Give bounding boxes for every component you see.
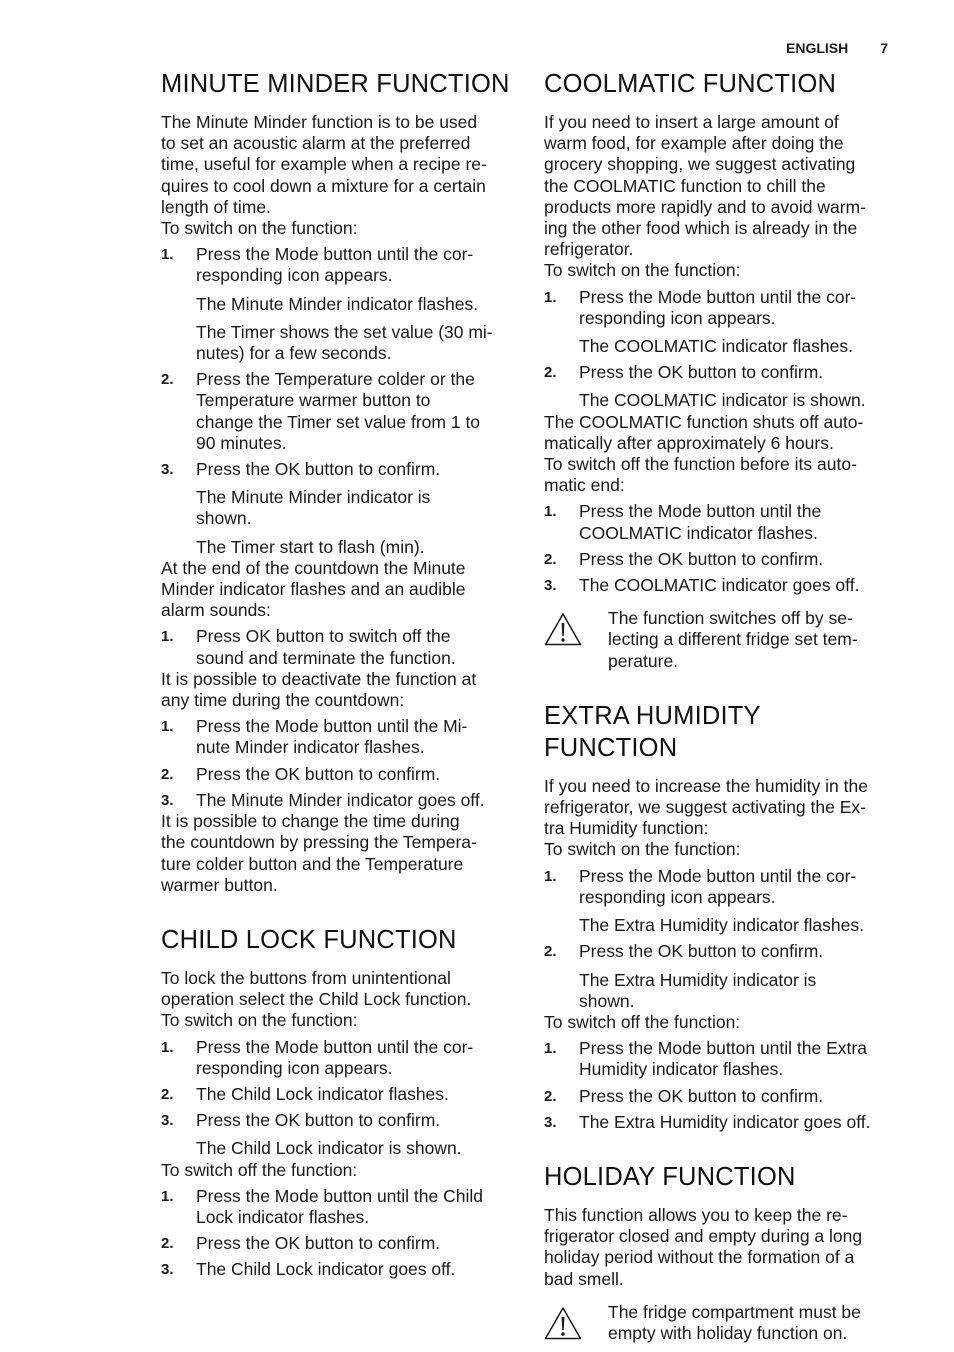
text-line: any time during the countdown: [161,690,405,711]
step-text [579,941,896,962]
text-line: shown. [196,508,252,529]
text-line: Press the Mode button until the Extra [579,1038,867,1059]
step-text [196,369,516,454]
text-line: If you need to increase the humidity in the [544,775,868,796]
text-line: Press the OK button to confirm. [579,548,824,569]
text-line: Temperature warmer button to [196,390,431,411]
step-item [544,501,896,543]
text-line: empty with holiday function on. [608,1322,848,1343]
paragraph [544,412,896,497]
text-line: To switch off the function: [544,1011,741,1032]
section-holiday-function [544,1161,896,1345]
step-item [161,369,516,454]
step-item [161,1259,516,1280]
step-item [161,1084,516,1105]
step-item [161,244,516,286]
text-line: matically after approximately 6 hours. [544,432,834,453]
text-line: grocery shopping, we suggest activating [544,154,856,175]
step-number: 3. [161,791,174,809]
step-number: 2. [544,364,557,382]
text-line: quires to cool down a mixture for a certain [161,175,486,196]
paragraph [161,968,516,1032]
step-text [579,1086,896,1107]
step-item [161,1233,516,1254]
paragraph [161,811,516,896]
step-result [161,322,516,364]
text-line: The Minute Minder indicator flashes. [196,293,479,314]
text-line: The Minute Minder function is to be used [161,112,478,132]
text-line: responding icon appears. [196,265,393,286]
text-line: lecting a different fridge set tem- [608,629,858,650]
text-line: nutes) for a few seconds. [196,343,392,364]
step-text [579,866,896,908]
step-item [544,362,896,383]
step-number: 3. [544,577,557,595]
text-line: responding icon appears. [579,307,776,328]
text-line: Minder indicator flashes and an audible [161,579,466,600]
step-number: 2. [544,550,557,568]
text-line: Press the Mode button until the cor- [196,1036,474,1057]
section-heading: EXTRA HUMIDITY FUNCTION [544,701,761,762]
step-text [579,362,896,383]
text-line: To switch on the function: [161,1010,358,1031]
warning-note [544,1302,896,1345]
text-line: To switch on the function: [161,218,358,239]
step-item [161,790,516,811]
step-number: 1. [544,503,557,521]
step-number: 1. [544,288,557,306]
text-line: bad smell. [544,1268,624,1289]
step-number: 2. [161,371,174,389]
text-line: shown. [579,990,635,1011]
text-line: change the Timer set value from 1 to [196,411,481,432]
text-line: the COOLMATIC function to chill the [544,175,826,196]
section-heading: CHILD LOCK FUNCTION [161,925,457,954]
text-line: alarm sounds: [161,600,271,621]
step-number: 2. [544,943,557,961]
step-result [161,537,516,558]
text-line: The fridge compartment must be [608,1301,861,1322]
text-line: warm food, for example after doing the [544,133,844,154]
text-line: Press the OK button to confirm. [196,763,441,784]
step-text [196,1110,516,1131]
step-item [161,1110,516,1131]
warning-triangle-icon [544,608,608,672]
text-line: to set an acoustic alarm at the preferred [161,133,471,154]
text-line: The Extra Humidity indicator is [579,969,817,990]
step-number: 2. [161,1085,174,1103]
section-heading: HOLIDAY FUNCTION [544,1162,796,1191]
step-result [161,487,516,529]
step-number: 1. [544,867,557,885]
section-coolmatic-function [544,68,896,672]
step-text [579,549,896,570]
section-heading: MINUTE MINDER FUNCTION [161,70,510,98]
paragraph [161,669,516,711]
text-line: products more rapidly and to avoid warm- [544,196,866,217]
step-number: 1. [161,246,174,264]
text-line: warmer button. [161,874,278,895]
text-line: Press the Mode button until the cor- [579,286,857,307]
step-item [544,1112,896,1133]
step-text [196,626,516,668]
step-text [579,1112,896,1133]
step-number: 3. [161,1261,174,1279]
step-item [161,1037,516,1079]
text-line: It is possible to deactivate the function at [161,668,477,689]
step-number: 3. [161,461,174,479]
paragraph [544,1012,896,1033]
text-line: matic end: [544,475,625,496]
text-line: The Child Lock indicator flashes. [196,1083,449,1104]
text-line: The COOLMATIC indicator flashes. [579,336,853,357]
text-line: It is possible to change the time during [161,811,460,832]
step-result [544,915,896,936]
step-item [161,716,516,758]
paragraph [544,112,896,282]
text-line: The Child Lock indicator goes off. [196,1259,456,1280]
section-heading: COOLMATIC FUNCTION [544,70,837,98]
language-label: ENGLISH [786,40,849,56]
step-item [544,287,896,329]
text-line: To switch off the function: [161,1159,358,1180]
step-text [196,1233,516,1254]
step-item [161,626,516,668]
step-number: 2. [161,765,174,783]
text-line: tra Humidity function: [544,818,709,839]
step-number: 1. [161,718,174,736]
text-line: refrigerator. [544,239,634,260]
text-line: frigerator closed and empty during a long [544,1226,863,1247]
text-line: Press the Mode button until the cor- [579,865,857,886]
step-item [544,941,896,962]
step-result [544,336,896,357]
step-text [579,287,896,329]
warning-note [544,608,896,672]
paragraph [161,558,516,622]
text-line: The Minute Minder indicator is [196,487,431,508]
page-header [786,40,888,56]
section-extra-humidity-function [544,700,896,1133]
text-line: the countdown by pressing the Tempera- [161,832,477,853]
step-text [196,1084,516,1105]
step-item [161,764,516,785]
warning-text [608,608,858,672]
step-text [196,790,516,811]
text-line: ing the other food which is already in the [544,218,858,239]
text-line: Press the OK button to confirm. [196,459,441,480]
right-column [544,68,896,1345]
text-line: Press the Temperature colder or the [196,369,475,390]
left-column [161,68,516,1281]
text-line: This function allows you to keep the re- [544,1204,848,1225]
paragraph [544,1205,896,1290]
paragraph [544,776,896,861]
text-line: The Extra Humidity indicator flashes. [579,915,864,936]
text-line: To switch on the function: [544,839,741,860]
text-line: The Extra Humidity indicator goes off. [579,1111,871,1132]
paragraph [161,112,516,239]
step-number: 3. [161,1112,174,1130]
text-line: Press the OK button to confirm. [196,1233,441,1254]
step-item [544,575,896,596]
text-line: Press the Mode button until the cor- [196,244,474,265]
text-line: The Timer start to flash (min). [196,536,425,557]
warning-text [608,1302,861,1345]
text-line: responding icon appears. [579,886,776,907]
warning-triangle-icon [544,1302,608,1345]
step-text [196,459,516,480]
step-result [161,294,516,315]
step-result [544,390,896,411]
text-line: nute Minder indicator flashes. [196,737,425,758]
text-line: At the end of the countdown the Minute [161,557,466,578]
section-minute-minder-function [161,68,516,896]
step-number: 1. [161,1038,174,1056]
text-line: If you need to insert a large amount of [544,112,839,132]
text-line: The Timer shows the set value (30 mi- [196,321,493,342]
step-text [196,244,516,286]
text-line: Press the OK button to confirm. [579,1085,824,1106]
step-text [579,575,896,596]
text-line: Press the OK button to confirm. [196,1110,441,1131]
text-line: time, useful for example when a recipe re- [161,154,487,175]
text-line: ture colder button and the Temperature [161,853,464,874]
step-item [161,459,516,480]
text-line: Press the Mode button until the [579,501,822,522]
text-line: responding icon appears. [196,1057,393,1078]
step-text [196,764,516,785]
text-line: The COOLMATIC indicator goes off. [579,575,860,596]
text-line: length of time. [161,196,271,217]
text-line: holiday period without the formation of a [544,1247,855,1268]
text-line: refrigerator, we suggest activating the Ex- [544,797,866,818]
text-line: Press the Mode button until the Mi- [196,716,468,737]
step-item [161,1186,516,1228]
text-line: perature. [608,650,679,671]
text-line: To switch on the function: [544,260,741,281]
step-text [196,1186,516,1228]
text-line: Humidity indicator flashes. [579,1059,784,1080]
paragraph [161,1160,516,1181]
step-text [196,716,516,758]
page-number: 7 [880,40,888,56]
text-line: The COOLMATIC function shuts off auto- [544,411,864,432]
step-number: 2. [161,1235,174,1253]
text-line: Lock indicator flashes. [196,1206,370,1227]
step-number: 1. [161,1187,174,1205]
step-number: 3. [544,1113,557,1131]
step-text [579,501,896,543]
text-line: The COOLMATIC indicator is shown. [579,390,866,411]
text-line: sound and terminate the function. [196,647,456,668]
text-line: operation select the Child Lock function. [161,989,472,1010]
text-line: 90 minutes. [196,432,287,453]
step-result [161,1138,516,1159]
text-line: To lock the buttons from unintentional [161,967,451,988]
step-item [544,1038,896,1080]
step-text [579,1038,896,1080]
step-number: 2. [544,1087,557,1105]
step-item [544,1086,896,1107]
step-result [544,970,896,1012]
text-line: The Child Lock indicator is shown. [196,1138,462,1159]
text-line: Press the OK button to confirm. [579,362,824,383]
text-line: The function switches off by se- [608,608,853,629]
text-line: The Minute Minder indicator goes off. [196,789,485,810]
step-item [544,549,896,570]
step-item [544,866,896,908]
section-child-lock-function [161,924,516,1281]
step-text [196,1259,516,1280]
step-number: 1. [544,1040,557,1058]
step-text [196,1037,516,1079]
text-line: To switch off the function before its auto- [544,454,857,475]
text-line: Press the OK button to confirm. [579,941,824,962]
text-line: Press the Mode button until the Child [196,1185,483,1206]
text-line: Press OK button to switch off the [196,626,451,647]
step-number: 1. [161,628,174,646]
text-line: COOLMATIC indicator flashes. [579,522,818,543]
